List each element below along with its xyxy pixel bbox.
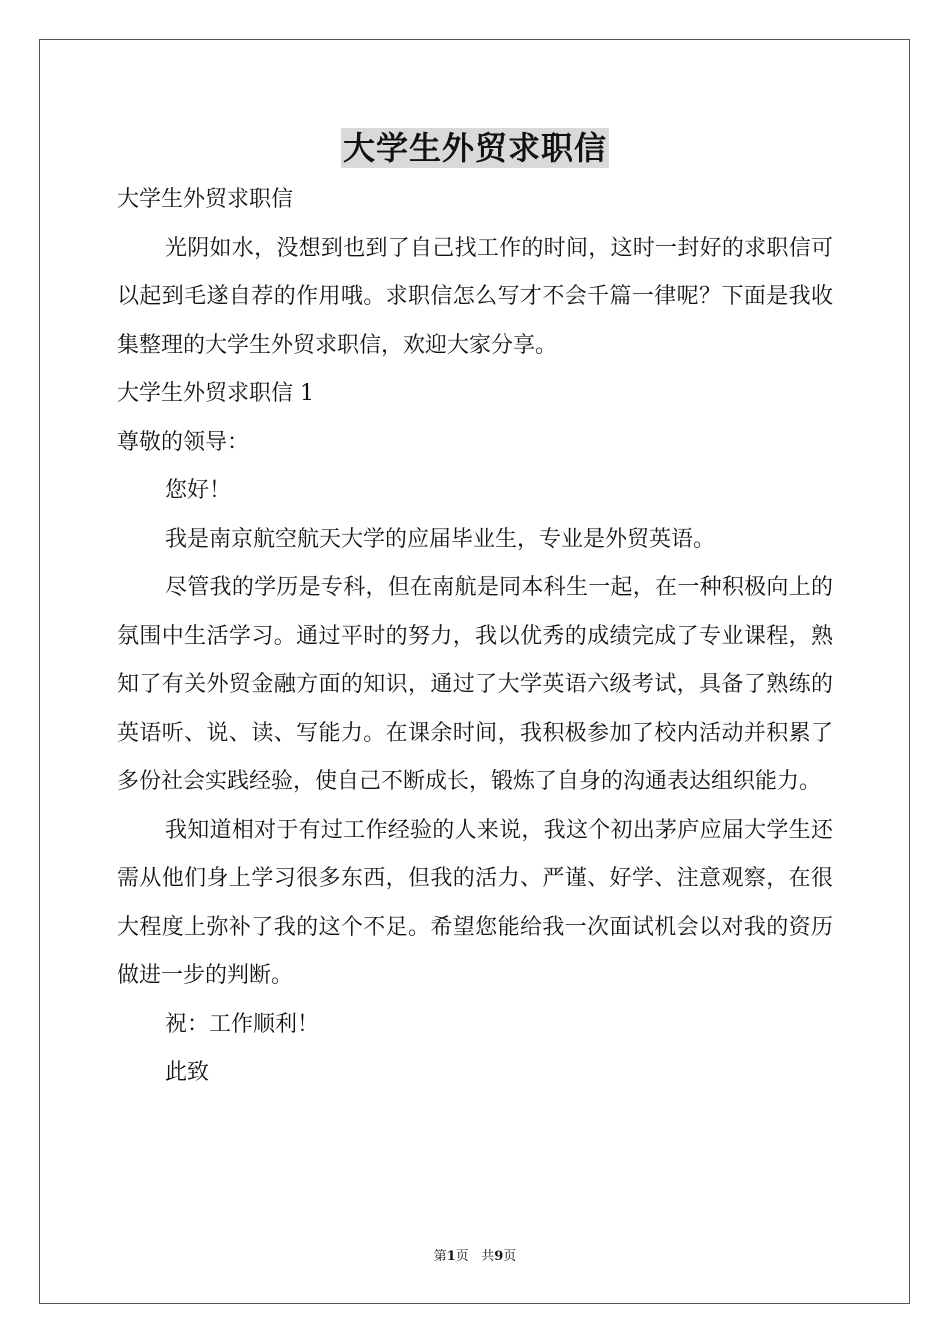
- page-prefix: 第: [433, 1249, 447, 1264]
- intro-paragraph: 光阴如水，没想到也到了自己找工作的时间，这时一封好的求职信可以起到毛遂自荐的作用哦。求职信怎么写才不会千篇一律呢？下面是我收集整理的大学生外贸求职信，欢迎大家分享。: [117, 235, 833, 358]
- section-heading: 大学生外贸求职信 1: [117, 381, 314, 406]
- total-suffix: 页: [503, 1249, 517, 1264]
- title-wrapper: [0, 128, 950, 168]
- page-number: 1: [446, 1249, 456, 1264]
- total-prefix: 共: [481, 1249, 495, 1264]
- paragraph-3: 我知道相对于有过工作经验的人来说，我这个初出茅庐应届大学生还需从他们身上学习很多东西，但我的活力、严谨、好学、注意观察，在很大程度上弥补了我的这个不足。希望您能给我一次面试机会以对我的资历做进一步的判断。: [117, 817, 833, 988]
- subtitle: 大学生外贸求职信: [117, 187, 294, 212]
- greeting: 您好！: [165, 478, 232, 503]
- paragraph-2: 尽管我的学历是专科，但在南航是同本科生一起，在一种积极向上的氛围中生活学习。通过平时的努力，我以优秀的成绩完成了专业课程，熟知了有关外贸金融方面的知识，通过了大学英语六级考试，具备了熟练的英语听、说、读、写能力。在课余时间，我积极参加了校内活动并积累了多份社会实践经验，使自己不断成长，锻炼了自身的沟通表达组织能力。: [117, 575, 833, 794]
- page-suffix: 页: [455, 1249, 469, 1264]
- page-footer: [0, 1248, 950, 1266]
- wish-line: 祝：工作顺利！: [165, 1011, 320, 1037]
- document-body: [117, 176, 833, 1098]
- closing-line: 此致: [165, 1060, 210, 1085]
- document-title: 大学生外贸求职信: [342, 129, 607, 167]
- paragraph-1: 我是南京航空航天大学的应届毕业生，专业是外贸英语。: [165, 526, 716, 552]
- total-pages: 9: [494, 1249, 504, 1264]
- salutation: 尊敬的领导：: [117, 429, 250, 455]
